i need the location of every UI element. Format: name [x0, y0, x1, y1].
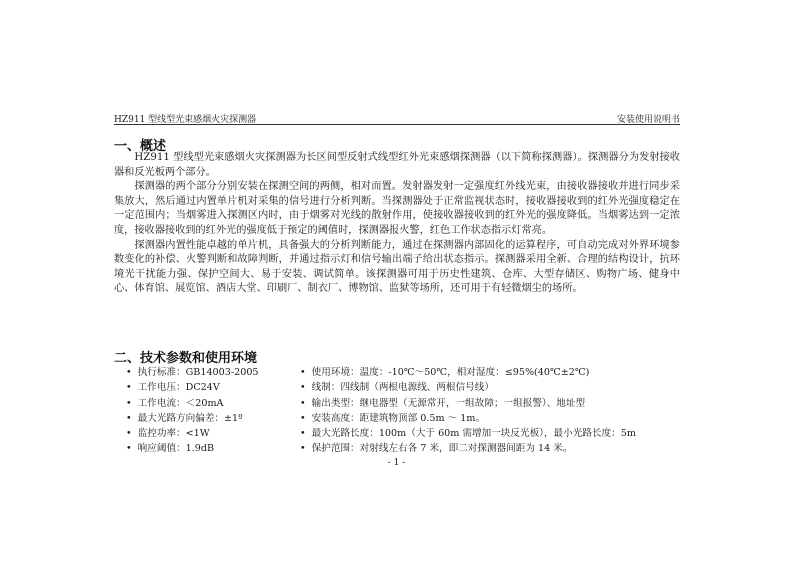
spec-text: 响应阈值：1.9dB — [137, 443, 215, 455]
spec-right-item — [300, 411, 686, 426]
paragraph-2: 探测器的两个部分分别安装在探测空间的两侧，相对而置。发射器发射一定强度红外线光束，由接收器接收并进行同步采集放大，然后通过内置单片机对采集的信号进行分析判断。当探测器处于正常监视状态时，接收器接收到的红外光强度稳定在一定范围内；当烟雾进入探测区内时，由于烟雾对光线的散射作用，使接收器接收到的红外光的强度降低。当烟雾达到一定浓度，接收器接收到的红外光的强度低于预定的阈值时，探测器报火警，红色工作状态指示灯常亮。 — [114, 181, 680, 236]
spec-left-item — [126, 441, 300, 456]
spec-list — [126, 365, 686, 457]
spec-text: 最大光路长度：100m（大于 60m 需增加一块反光板），最小光路长度：5m — [311, 428, 636, 440]
spec-row — [126, 380, 686, 395]
spec-text: 监控功率：<1W — [137, 428, 210, 440]
bullet-icon: • — [126, 443, 132, 455]
spec-left-item — [126, 411, 300, 426]
section-1-body — [114, 151, 680, 297]
bullet-icon: • — [126, 428, 132, 440]
bullet-icon: • — [126, 382, 132, 394]
spec-right-item — [300, 441, 686, 456]
spec-text: 输出类型：继电器型（无源常开，一组故障；一组报警）、地址型 — [311, 397, 586, 409]
paragraph-3: 探测器内置性能卓越的单片机，具备强大的分析判断能力，通过在探测器内部固化的运算程序，可自动完成对外界环境参数变化的补偿、火警判断和故障判断，并通过指示灯和信号输出端子给出状态指示。探测器采用全新、合理的结构设计，抗环境光干扰能力强、保护空间大、易于安装、调试简单。该探测器可用于历史性建筑、仓库、大型存储区、购物广场、健身中心、体育馆、展览馆、酒店大堂、印刷厂、制衣厂、博物馆、监狱等场所，还可用于有轻微烟尘的场所。 — [114, 239, 680, 295]
spec-text: 执行标准：GB14003-2005 — [137, 367, 259, 378]
spec-text: 工作电流：＜20mA — [137, 397, 224, 409]
paragraph-1: HZ911 型线型光束感烟火灾探测器为长区间型反射式线型红外光束感烟探测器（以下简称探测器）。探测器分为发射接收器和反光板两个部分。 — [114, 152, 680, 178]
bullet-icon: • — [300, 443, 306, 455]
spec-text: 工作电压：DC24V — [137, 382, 220, 394]
spec-left-item — [126, 380, 300, 395]
bullet-icon: • — [126, 397, 132, 409]
spec-left-item — [126, 426, 300, 441]
header-left-title: HZ911 型线型光束感烟火灾探测器 — [114, 115, 257, 125]
bullet-icon: • — [300, 397, 306, 409]
spec-text: 保护范围：对射线左右各 7 米，即二对探测器间距为 14 米。 — [311, 443, 573, 455]
spec-row — [126, 426, 686, 441]
header-right-title: 安装使用说明书 — [616, 115, 680, 125]
bullet-icon: • — [126, 412, 132, 424]
section-2-title: 二、技术参数和使用环境 — [114, 351, 258, 366]
spec-row — [126, 441, 686, 456]
spec-text: 使用环境：温度：-10℃～50℃，相对湿度：≤95%(40℃±2℃) — [311, 367, 590, 378]
bullet-icon: • — [300, 412, 306, 424]
spec-text: 安装高度：距建筑物顶部 0.5m ～ 1m。 — [311, 412, 486, 424]
spec-text: 最大光路方向偏差：±1º — [137, 412, 243, 424]
bullet-icon: • — [126, 367, 132, 378]
header-divider — [114, 124, 680, 125]
spec-left-item — [126, 396, 300, 411]
spec-right-item — [300, 426, 686, 441]
spec-row — [126, 365, 686, 380]
bullet-icon: • — [300, 382, 306, 394]
spec-right-item — [300, 365, 686, 380]
spec-text: 线制：四线制（两根电源线、两根信号线） — [311, 382, 494, 394]
bullet-icon: • — [300, 367, 306, 378]
spec-row — [126, 411, 686, 426]
spec-row — [126, 396, 686, 411]
page-number: - 1 - — [387, 458, 406, 468]
bullet-icon: • — [300, 428, 306, 440]
spec-left-item — [126, 365, 300, 380]
spec-right-item — [300, 396, 686, 411]
spec-right-item — [300, 380, 686, 395]
section-1-title: 一、概述 — [114, 139, 167, 154]
